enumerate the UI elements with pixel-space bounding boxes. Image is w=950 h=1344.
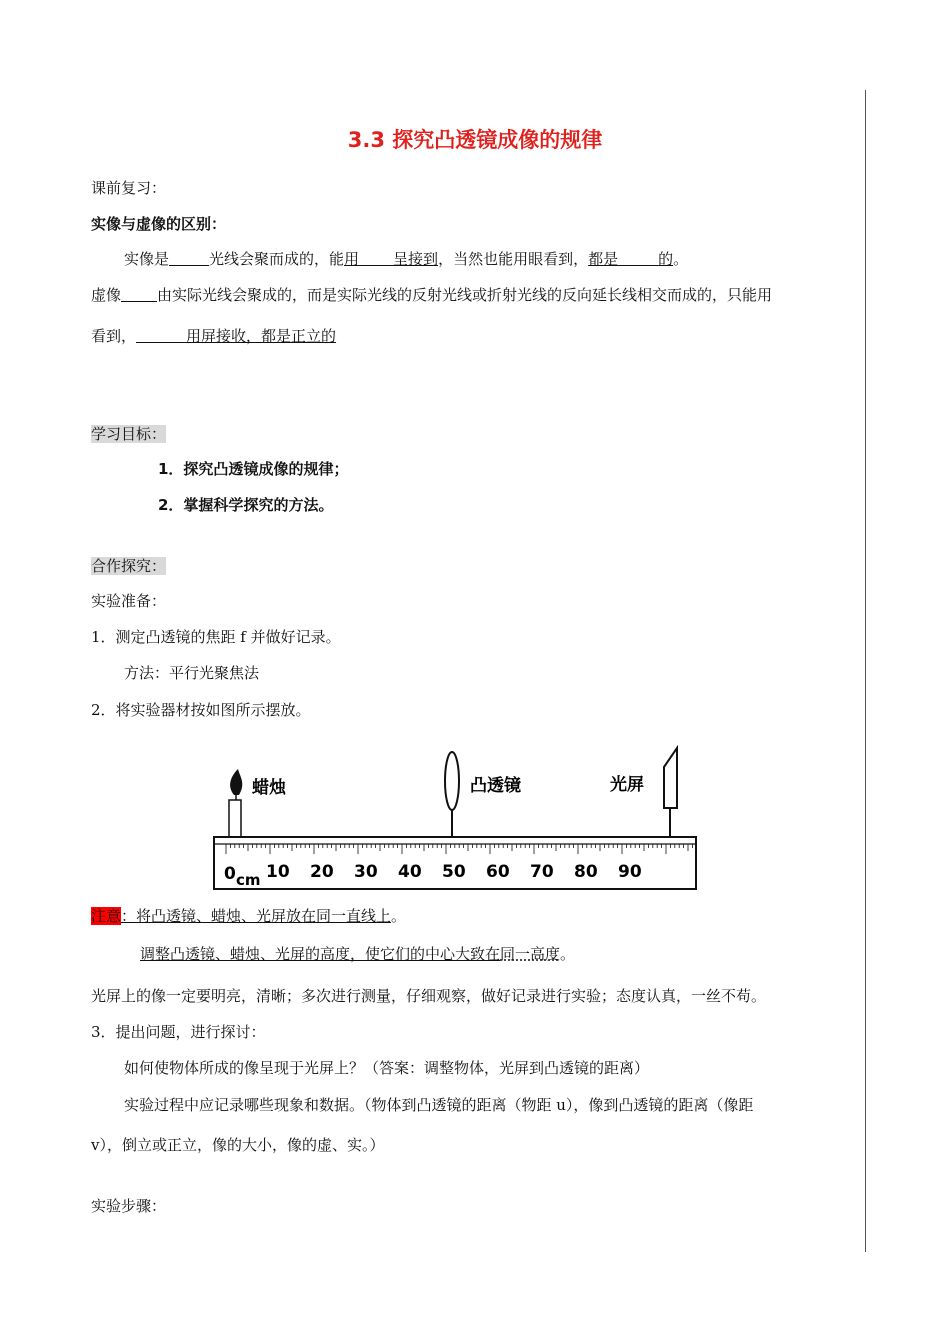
step-1: 1．测定凸透镜的焦距 f 并做好记录。 <box>91 628 341 646</box>
virtual-line2-sep: ， <box>246 327 262 345</box>
virtual-text: 由实际光线会聚成的，而是实际光线的反射光线或折射光线的反向延长线相交而成的，只能用 <box>157 286 773 304</box>
goal-item-1: 1．探究凸透镜成像的规律； <box>158 460 349 478</box>
tick-label-30: 30 <box>354 862 378 882</box>
note-text-1-end: 。 <box>391 907 407 925</box>
question-1: 如何使物体所成的像呈现于光屏上？（答案：调整物体，光屏到凸透镜的距离） <box>124 1059 650 1077</box>
goal-item-2: 2．掌握科学探究的方法。 <box>158 496 334 514</box>
page-title: 3.3 探究凸透镜成像的规律 <box>347 128 603 152</box>
steps-heading: 实验步骤： <box>91 1197 167 1215</box>
question-2a: 实验过程中应记录哪些现象和数据。（物体到凸透镜的距离（物距 u），像到凸透镜的距离（像距 <box>124 1096 754 1114</box>
question-2b: v），倒立或正立，像的大小，像的虚、实。） <box>91 1136 385 1154</box>
virtual-prefix: 虚像 <box>91 286 122 304</box>
real-part6: 的 <box>658 250 674 268</box>
note-label: 注意 <box>91 907 122 925</box>
tick-label-10: 10 <box>266 862 290 882</box>
page-margin-line <box>865 90 866 1252</box>
step-2: 2．将实验器材按如图所示摆放。 <box>91 701 311 719</box>
unit-label: cm <box>236 871 261 889</box>
explore-heading <box>91 556 166 576</box>
candle-icon <box>229 769 242 837</box>
tick-label-90: 90 <box>618 862 642 882</box>
virtual-line2-part: 用屏接收 <box>186 327 247 345</box>
blank <box>618 249 658 266</box>
note-text-2b: 同一高度 <box>500 945 561 963</box>
tick-label-0: 0 <box>224 864 236 884</box>
tick-label-40: 40 <box>398 862 422 882</box>
tick-label-70: 70 <box>530 862 554 882</box>
blank <box>359 249 393 266</box>
goals-heading <box>91 424 166 444</box>
tick-label-80: 80 <box>574 862 598 882</box>
prep-heading: 实验准备： <box>91 592 167 610</box>
review-subheading: 实像与虚像的区别： <box>91 215 227 233</box>
review-heading: 课前复习： <box>91 179 167 197</box>
virtual-line2-prefix: 看到， <box>91 327 137 345</box>
real-part1: 光线会聚而成的，能 <box>209 250 345 268</box>
real-prefix: 实像是 <box>124 250 170 268</box>
note-text-2-end: 。 <box>560 945 576 963</box>
real-part2: 用 <box>344 250 360 268</box>
questions-heading: 3．提出问题，进行探讨： <box>91 1023 266 1041</box>
explore-heading-text: 合作探究： <box>91 557 167 575</box>
note-line-3: 光屏上的像一定要明亮，清晰；多次进行测量，仔细观察，做好记录进行实验；态度认真，一丝不苟。 <box>91 987 767 1005</box>
virtual-image-line <box>91 285 772 305</box>
real-part4: ，当然也能用眼看到， <box>438 250 589 268</box>
note-text-2a: 调整凸透镜、蜡烛、光屏的高度，使它们的中心大致在 <box>140 945 501 963</box>
lens-icon <box>445 752 459 837</box>
tick-label-60: 60 <box>486 862 510 882</box>
real-part5: 都是 <box>588 250 619 268</box>
blank <box>169 249 209 266</box>
tick-label-20: 20 <box>310 862 334 882</box>
real-part3: 呈接到 <box>393 250 439 268</box>
note-text-1: ：将凸透镜、蜡烛、光屏放在同一直线上 <box>121 907 392 925</box>
note-line-1 <box>91 906 406 926</box>
note-line-2 <box>140 944 575 964</box>
optical-bench-figure <box>212 745 700 895</box>
tick-label-50: 50 <box>442 862 466 882</box>
virtual-image-line-2 <box>91 326 336 346</box>
screen-label: 光屏 <box>610 775 644 795</box>
optical-bench-diagram <box>212 745 700 895</box>
candle-label: 蜡烛 <box>252 778 286 798</box>
blank <box>136 326 186 343</box>
method-line: 方法：平行光聚焦法 <box>124 664 260 682</box>
lens-label: 凸透镜 <box>470 776 521 796</box>
real-image-line <box>124 249 688 269</box>
real-end: 。 <box>673 250 689 268</box>
goals-heading-text: 学习目标： <box>91 425 167 443</box>
screen-icon <box>664 748 677 837</box>
blank <box>121 285 157 302</box>
virtual-line2-end: 都是正立的 <box>261 327 337 345</box>
